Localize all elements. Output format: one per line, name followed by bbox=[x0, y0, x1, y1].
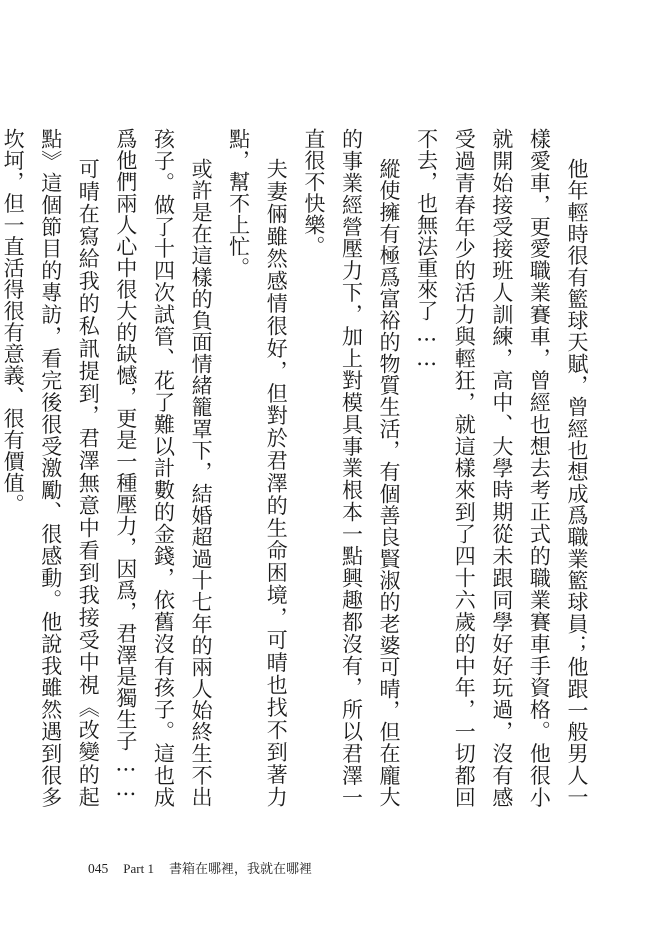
paragraph-4: 或許是在這樣的負面情緒籠罩下，結婚超過十七年的兩人始終生不出孩子。做了十四次試管、花了難以計數的金錢，依舊沒有孩子。這也成爲他們兩人心中很大的缺憾，更是一種壓力，因爲，君澤是獨生子…… bbox=[113, 128, 214, 808]
vertical-body-text bbox=[0, 128, 595, 808]
chapter-title: 書箱在哪裡，我就在哪裡 bbox=[168, 862, 312, 877]
page-number: 045 bbox=[88, 861, 109, 876]
paragraph-2: 縱使擁有極爲富裕的物質生活，有個善良賢淑的老婆可晴，但在龐大的事業經營壓力下，加上對模具事業根本一點興趣都沒有，所以君澤一直很不快樂。 bbox=[301, 128, 402, 808]
paragraph-3: 夫妻倆雖然感情很好，但對於君澤的生命困境，可晴也找不到著力點，幫不上忙。 bbox=[226, 128, 289, 808]
page-footer bbox=[88, 858, 312, 877]
part-label: Part 1 bbox=[123, 861, 154, 876]
paragraph-5: 可晴在寫給我的私訊提到，君澤無意中看到我接受中視《改變的起點》這個節目的專訪，看完後很受激勵、很感動。他說我雖然遇到很多坎坷，但一直活得很有意義、很有價值。 bbox=[1, 128, 101, 808]
paragraph-1: 他年輕時很有籃球天賦，曾經也想成爲職業籃球員；他跟一般男人一樣愛車，更愛職業賽車，曾經也想去考正式的職業賽車手資格。他很小就開始接受接班人訓練，高中、大學時期從未跟同學好好玩過，沒有感受過青春年少的活力與輕狂，就這樣來到了四十六歲的中年，一切都回不去，也無法重來了…… bbox=[414, 128, 589, 808]
